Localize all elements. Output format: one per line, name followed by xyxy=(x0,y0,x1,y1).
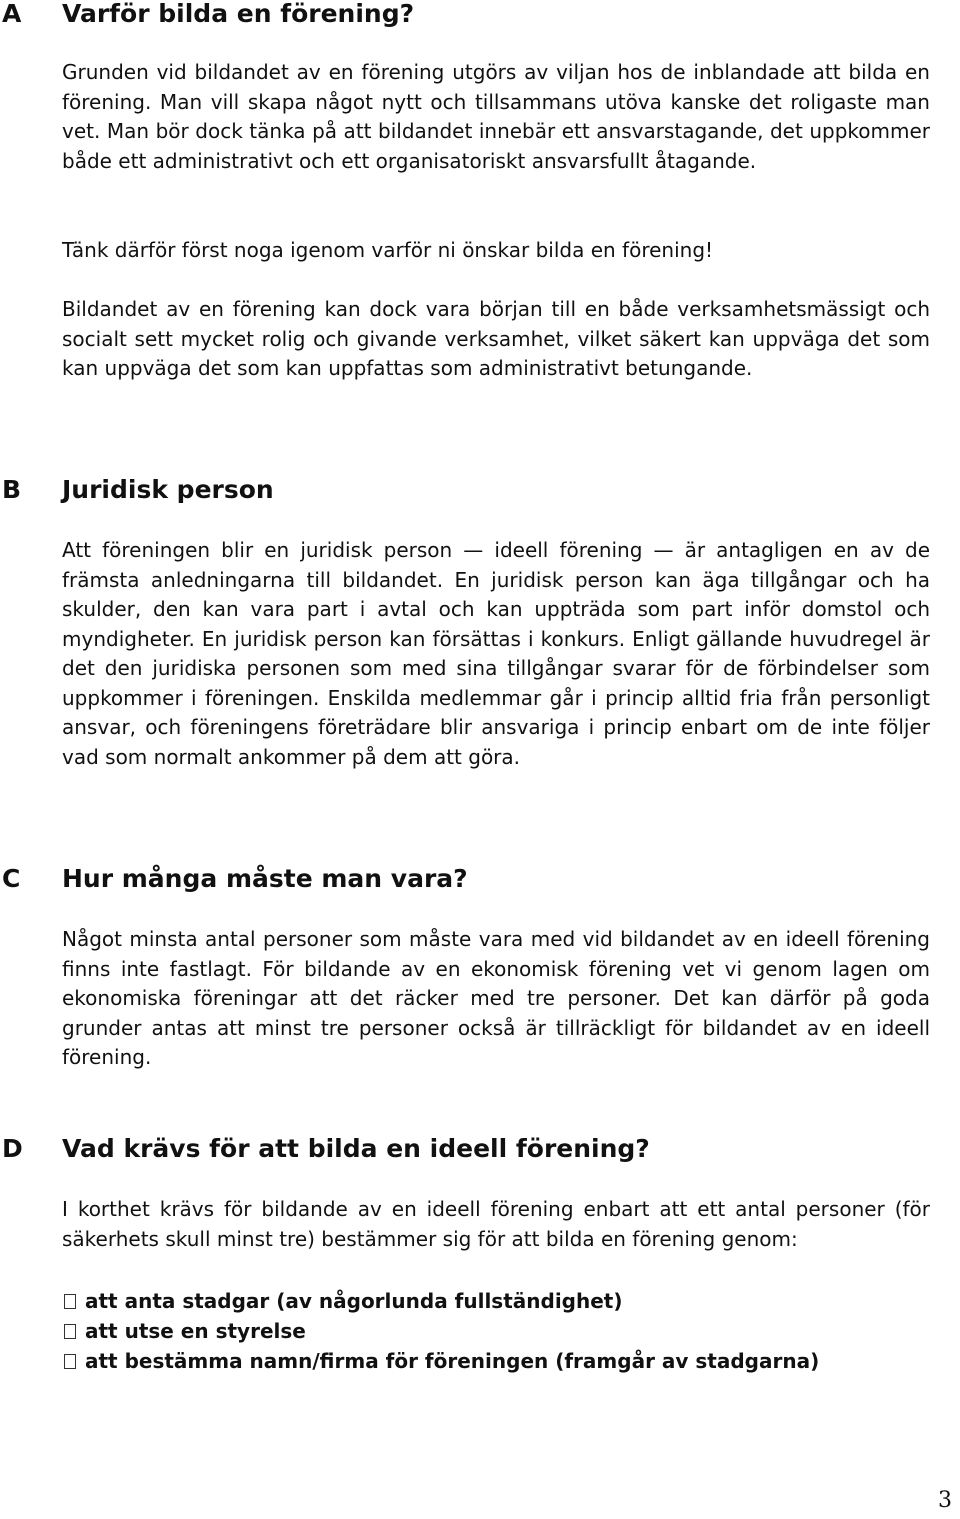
list-item xyxy=(62,1346,930,1376)
section-title: Hur många måste man vara? xyxy=(62,864,468,893)
section-title: Vad krävs för att bilda en ideell förening? xyxy=(62,1134,650,1163)
list-item xyxy=(62,1316,930,1346)
checkbox-bullet-icon xyxy=(64,1324,76,1339)
checkbox-bullet-icon xyxy=(64,1294,76,1309)
paragraph: Att föreningen blir en juridisk person — ideell förening — är antagligen en av de främsta anledningarna till bildandet. En juridisk person kan äga tillgångar och ha skulder, den kan vara part i avtal och kan uppträda som part inför domstol och myndigheter. En juridisk person kan försättas i konkurs. Enligt gällande huvudregel är det den juridiska personen som med sina tillgångar svarar för de förbindelser som uppkommer i föreningen. Enskilda medlemmar går i princip alltid fria från personligt ansvar, och föreningens företrädare blir ansvariga i princip enbart om de inte följer vad som normalt ankommer på dem att göra. xyxy=(62,538,930,769)
checkbox-bullet-icon xyxy=(64,1354,76,1369)
list-item-text: att utse en styrelse xyxy=(85,1319,306,1343)
page-number: 3 xyxy=(938,1488,952,1513)
section-title: Varför bilda en förening? xyxy=(62,0,415,28)
paragraph: Något minsta antal personer som måste vara med vid bildandet av en ideell förening finns inte fastlagt. För bildande av en ekonomisk förening vet vi genom lagen om ekonomiska föreningar att det räcker med tre personer. Det kan därför på goda grunder antas att minst tre personer också är tillräckligt för bildandet av en ideell förening. xyxy=(62,927,930,1069)
section-title: Juridisk person xyxy=(62,475,274,504)
section-letter: D xyxy=(2,1134,23,1163)
section-letter: B xyxy=(2,475,22,504)
section-letter: A xyxy=(2,0,22,28)
section-letter: C xyxy=(2,864,21,893)
paragraph: Bildandet av en förening kan dock vara början till en både verksamhetsmässigt och socialt sett mycket rolig och givande verksamhet, vilket säkert kan uppväga det som kan uppväga det som kan uppfattas som administrativt betungande. xyxy=(62,297,930,380)
paragraph: Grunden vid bildandet av en förening utgörs av viljan hos de inblandade att bilda en förening. Man vill skapa något nytt och tillsammans utöva kanske det roligaste man vet. Man bör dock tänka på att bildandet innebär ett ansvarstagande, det uppkommer både ett administrativt och ett organisatoriskt ansvarsfullt åtagande. xyxy=(62,60,930,173)
bullet-list xyxy=(62,1286,930,1376)
paragraph: Tänk därför först noga igenom varför ni önskar bilda en förening! xyxy=(62,238,714,262)
paragraph: I korthet krävs för bildande av en ideell förening enbart att ett antal personer (för säkerhets skull minst tre) bestämmer sig för att bilda en förening genom: xyxy=(62,1197,930,1251)
list-item xyxy=(62,1286,930,1316)
list-item-text: att anta stadgar (av någorlunda fullständighet) xyxy=(85,1289,623,1313)
list-item-text: att bestämma namn/firma för föreningen (framgår av stadgarna) xyxy=(85,1349,820,1373)
